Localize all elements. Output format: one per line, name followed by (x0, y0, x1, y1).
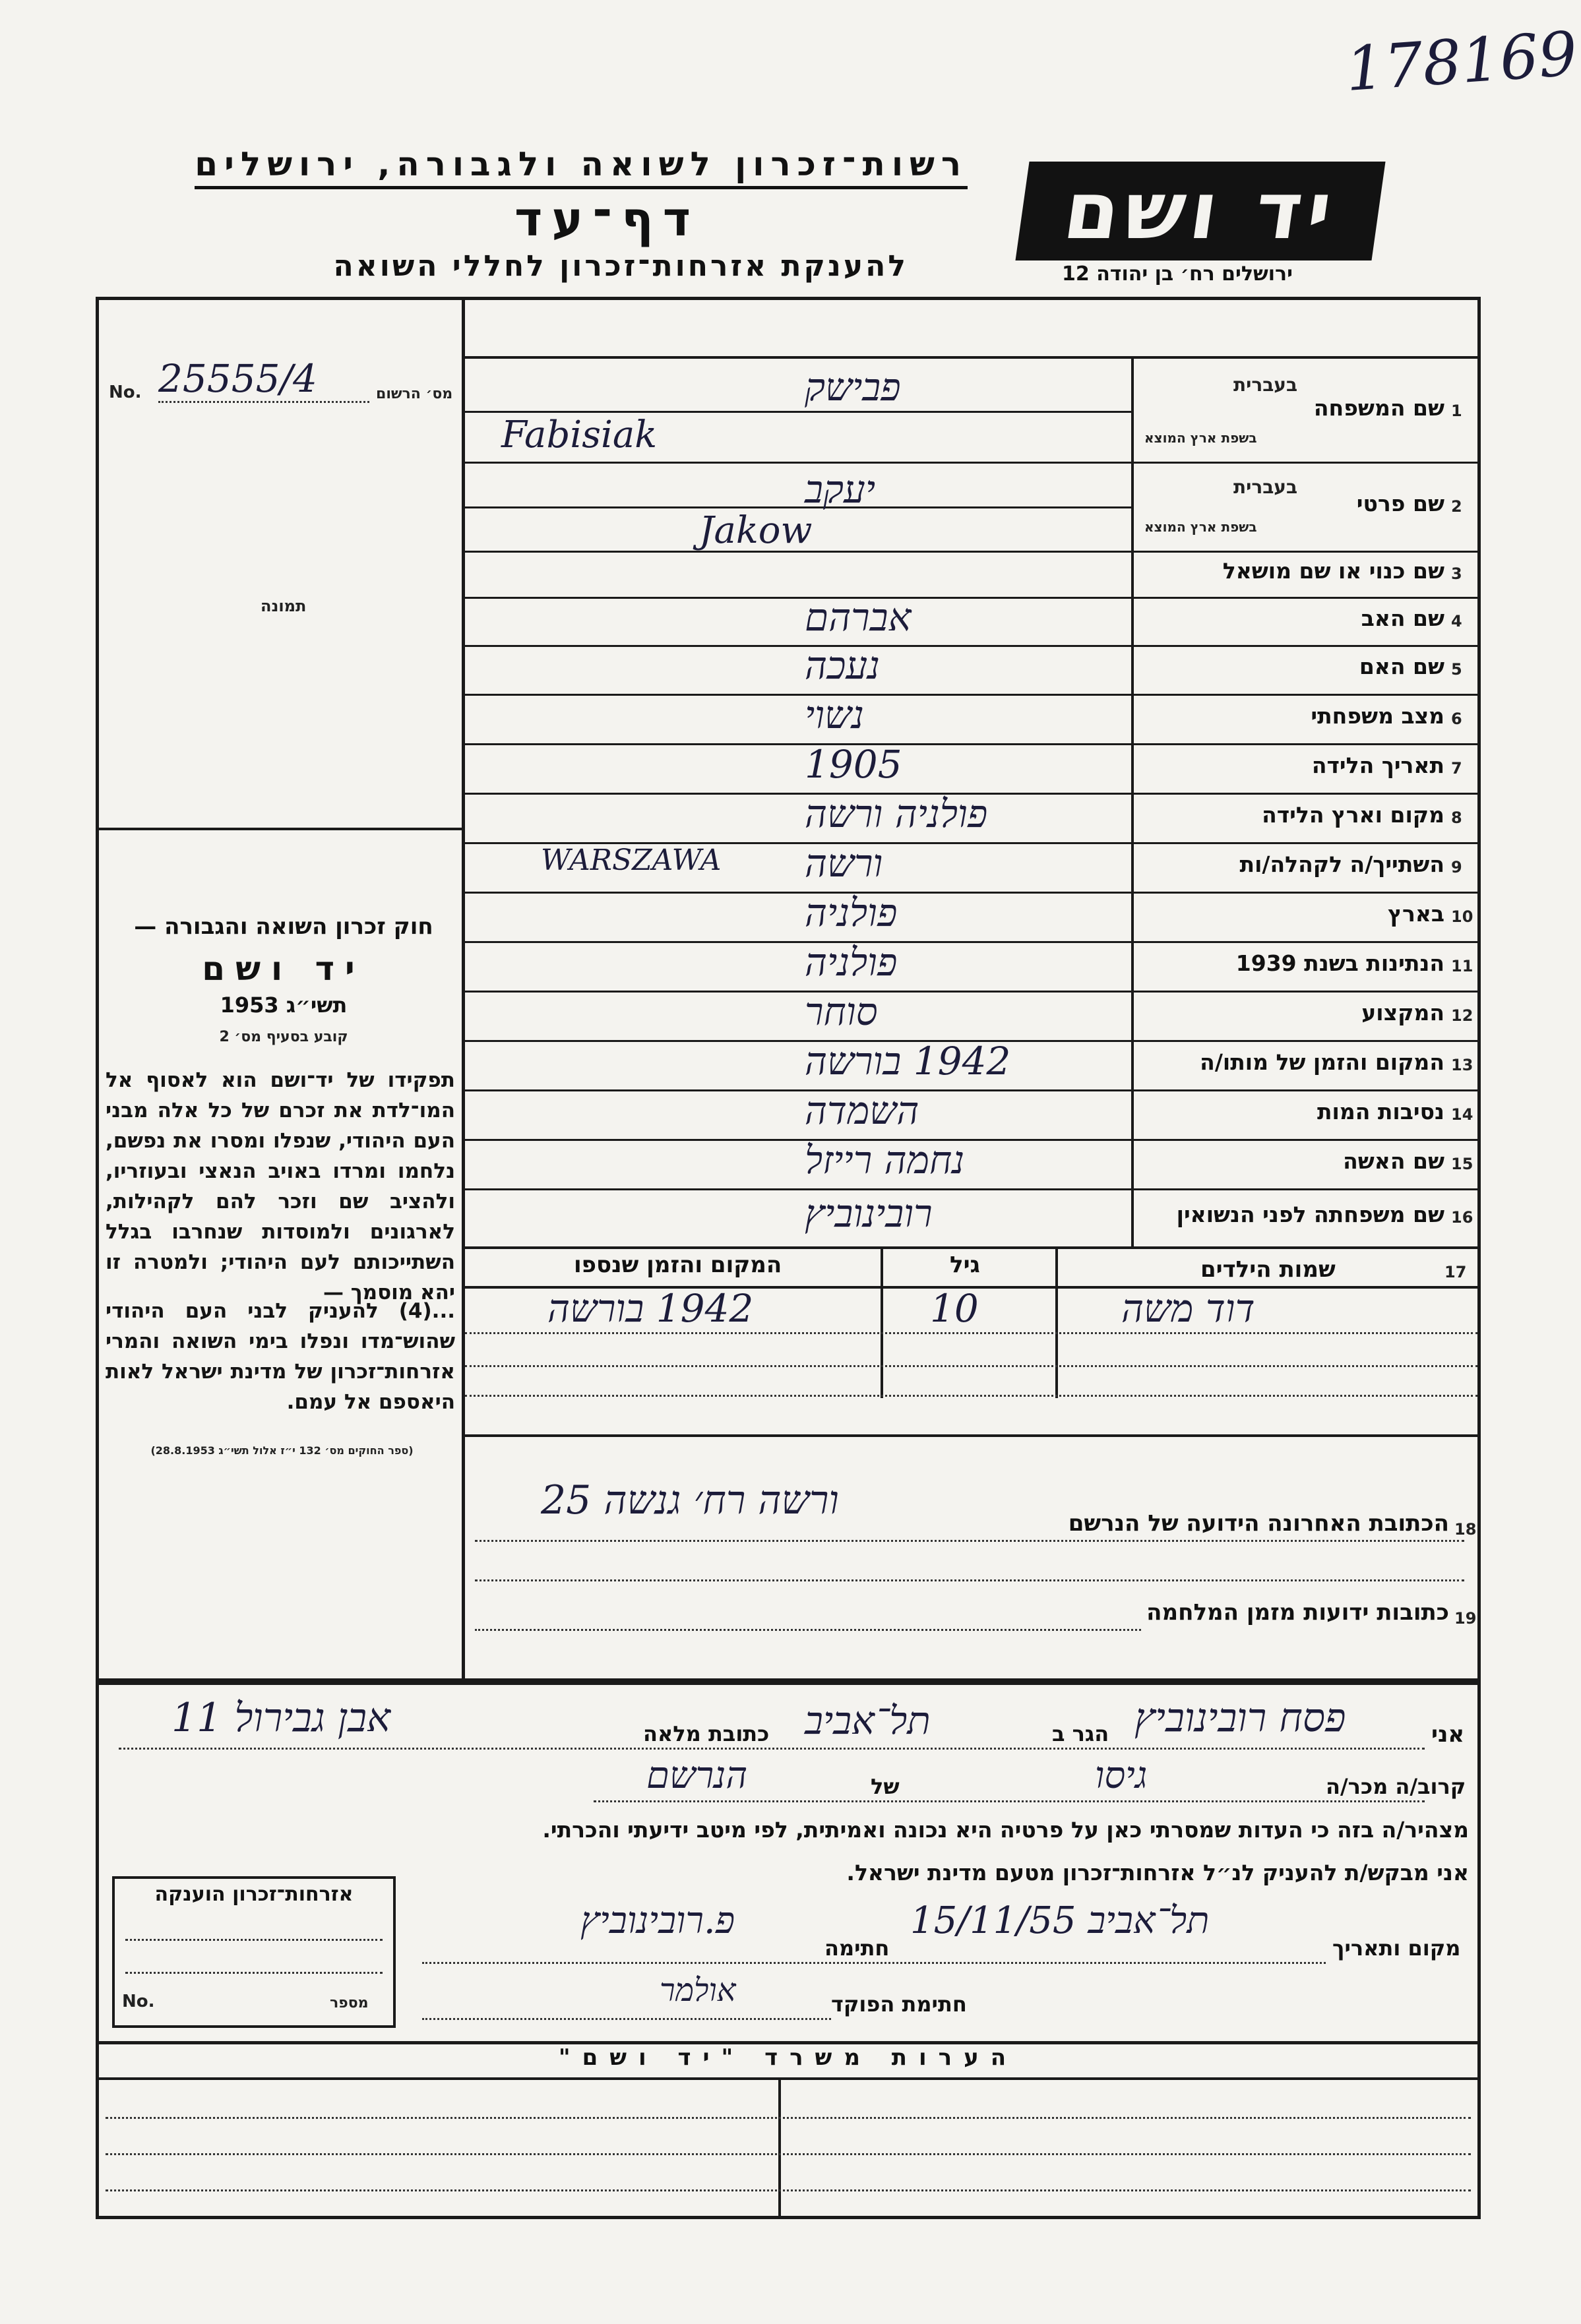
field-label: מקום וארץ הלידה (1262, 801, 1444, 828)
registration-number-value: 25555/4 (158, 356, 369, 403)
field-label: המקצוע (1361, 999, 1444, 1025)
children-section-number: 17 (1444, 1263, 1467, 1281)
main-form-frame (96, 297, 1481, 1682)
institution-name: רשות־זכרון לשואה ולגבורה, ירושלים (195, 145, 968, 189)
field-label: שם משפחתה לפני הנשואין (1176, 1202, 1444, 1227)
children-top-line (462, 1246, 1481, 1249)
field-row-separator (462, 551, 1481, 553)
field-label: שם האם (1359, 654, 1444, 679)
field-row-separator (462, 941, 1481, 943)
address-18-number: 18 (1454, 1520, 1477, 1539)
field-row-separator (462, 1188, 1481, 1190)
field-value: רובינוביץ (805, 1191, 933, 1236)
field-number: 12 (1451, 1006, 1473, 1025)
form-title: דף־עד (514, 191, 700, 247)
children-col-divider-1 (881, 1246, 883, 1398)
place-date-label: מקום ותאריך (1332, 1936, 1461, 1961)
field-label: המקום והזמן של מותו/ה (1200, 1049, 1444, 1075)
field-number: 9 (1451, 857, 1462, 876)
field-row-separator (462, 991, 1481, 993)
registration-no-label: No. (109, 382, 142, 402)
office-notes-title: הערות משרד "יד ושם" (558, 2044, 1018, 2071)
field-inner-divider (462, 411, 1131, 413)
field-label: שם האשה (1343, 1147, 1444, 1174)
office-notes-line-2 (106, 2153, 1471, 2155)
field-value: השמדה (805, 1087, 919, 1133)
stamp-line-2 (125, 1972, 383, 1974)
address-19-number: 19 (1454, 1609, 1477, 1628)
address-19-line (475, 1629, 1141, 1631)
office-notes-col-divider (778, 2077, 781, 2219)
address-18-line-2 (475, 1579, 1464, 1581)
address-18-value: ורשה רח׳ גנשה 25 (541, 1477, 839, 1523)
child-age: 10 (930, 1286, 979, 1331)
form-subtitle: להענקת אזרחות־זכרון לחללי השואה (333, 249, 908, 283)
declarant-of-value: הנרשם (646, 1754, 748, 1797)
field-number: 8 (1451, 808, 1462, 827)
field-number: 5 (1451, 660, 1462, 679)
field-label: נסיבות המות (1317, 1098, 1444, 1124)
field-number: 7 (1451, 758, 1462, 778)
place-date-line (422, 1962, 1326, 1964)
document-number: 178169 (1343, 18, 1580, 106)
officer-signature-line (422, 2018, 831, 2020)
field-sub-label-hebrew: בעברית (1233, 476, 1298, 498)
declarant-relation: גיסו (1095, 1754, 1148, 1797)
law-year: תשי״ג 1953 (220, 993, 348, 1018)
field-label: שם המשפחה (1313, 394, 1444, 421)
yad-vashem-logo: יד ושם (1015, 162, 1385, 260)
declarant-full-address-label: כתובת מלאה (643, 1721, 770, 1746)
field-value: נחמה רייזל (805, 1137, 965, 1182)
field-value-latin: Fabisiak (501, 413, 658, 456)
law-name: יד ושם (202, 950, 365, 988)
field-number: 16 (1451, 1208, 1473, 1227)
label-column-divider (1131, 356, 1134, 1246)
field-value: יעקב (805, 467, 876, 512)
field-value: אברהם (805, 594, 912, 640)
declarant-signature: פ.רובינוביץ (580, 1899, 735, 1942)
declarant-ani-label: אני (1431, 1721, 1465, 1748)
law-title: חוק זכרון השואה והגבורה — (134, 913, 433, 940)
field-row-separator (462, 694, 1481, 696)
field-number: 14 (1451, 1105, 1473, 1124)
law-clause: קובע בסעיף מס׳ 2 (219, 1029, 348, 1045)
children-row-line-3 (465, 1395, 1477, 1397)
field-value: פולניה (805, 939, 898, 985)
declarant-line-2 (594, 1800, 1425, 1802)
signature-label: חתימה (824, 1936, 890, 1961)
field-row-separator (462, 1089, 1481, 1091)
field-label: שם כנוי או שם מושאל (1222, 558, 1444, 584)
office-notes-header-line (96, 2077, 1481, 2080)
request-text: אני מבקש/ת להעניק לנ״ל אזרחות־זכרון מטעם מדינת ישראל. (846, 1860, 1469, 1885)
top-strip-line (462, 356, 1481, 359)
field-label: תאריך הלידה (1311, 752, 1444, 778)
officer-signature: אולמר (660, 1972, 736, 2009)
children-header-place: המקום והזמן שנספו (574, 1252, 782, 1278)
field-value-latin: WARSZAWA (541, 843, 722, 877)
stamp-box-title: אזרחות־זכרון הוענקה (154, 1883, 354, 1906)
field-number: 15 (1451, 1154, 1473, 1173)
field-value: 1905 (805, 741, 902, 787)
field-sub-label-hebrew: בעברית (1233, 374, 1298, 396)
field-number: 6 (1451, 709, 1462, 728)
field-value-latin: Jakow (699, 508, 813, 552)
stamp-line-1 (125, 1939, 383, 1941)
field-number: 4 (1451, 611, 1462, 630)
field-label: הנתינות בשנת 1939 (1235, 950, 1444, 976)
declaration-text: מצהיר/ה בזה כי העדות שמסרתי כאן על פרטיה היא נכונה ואמיתית, לפי מיטב ידיעתי והכרתי. (542, 1817, 1469, 1843)
field-value: סוחר (805, 989, 878, 1034)
address-19-label: כתובות ידועות מזמן המלחמה (1146, 1599, 1449, 1626)
field-row-separator (462, 645, 1481, 647)
declarant-hagar-label: הגר ב (1052, 1721, 1109, 1746)
field-row-separator (462, 743, 1481, 745)
field-label: מצב משפחתי (1311, 702, 1444, 729)
children-header-names: שמות הילדים (1200, 1256, 1336, 1283)
address-18-line (475, 1540, 1464, 1542)
place-date-value: תל־אביב 15/11/55 (910, 1899, 1210, 1942)
field-value: נשוי (805, 692, 864, 737)
left-column-divider (462, 297, 465, 1682)
law-text-1: תפקידו של יד־ושם הוא לאסוף אל המו־לדת את זכרם של כל אלה מבני העם היהודי, שנפלו ומסרו את נפשם, נלחמו ומרדו באויב הנאצי ובעוזריו, ולהציב שם וזכר להם לקהילות, לארגונים ולמוסדות שנחרבו בגלל השתייכותם לעם היהודי; ולמטרה זו יהא מוסמך — (106, 1068, 455, 1304)
office-notes-line-1 (106, 2117, 1471, 2119)
header-address: ירושלים רח׳ בן יהודה 12 (1062, 262, 1293, 286)
stamp-number-label: מספר (330, 1995, 369, 2011)
declarant-line-1 (119, 1748, 1425, 1750)
field-sub-label-origin: בשפת ארץ המוצא (1144, 519, 1257, 535)
field-number: 2 (1451, 497, 1462, 516)
field-value: פולניה (805, 890, 898, 935)
stamp-no-label: No. (122, 1992, 155, 2011)
field-value: 1942 בורשה (805, 1038, 1011, 1084)
office-notes-line-3 (106, 2189, 1471, 2191)
declarant-name: פסח רובינוביץ (1134, 1695, 1346, 1741)
declarant-relative-label: קרוב/ה מכר/ה (1326, 1774, 1466, 1799)
declarant-of-label: של (871, 1774, 900, 1799)
photo-label: תמונה (261, 597, 307, 615)
field-row-separator (462, 597, 1481, 599)
field-value: פולניה ורשה (805, 791, 988, 836)
field-value: נעכה (805, 643, 881, 688)
children-header-age: גיל (950, 1252, 980, 1278)
field-value: ורשה (805, 840, 883, 886)
field-label: בארץ (1388, 900, 1444, 927)
field-label: שם פרטי (1356, 490, 1444, 516)
child-name: דוד משה (1121, 1286, 1255, 1331)
declarant-full-address: אבן גבירול 11 (171, 1695, 391, 1741)
officer-signature-label: חתימת הפוקד (831, 1992, 967, 2017)
field-label: שם האב (1361, 605, 1444, 631)
law-text-2: ...(4) להעניק לבני העם היהודי שהוש־מדו ונפלו בימי השואה והמרי אזרחות־זכרון של מדינת ישראל לאות היאספם אל עמם. (106, 1299, 455, 1414)
field-label: השתייך/ה לקהלה/ות (1239, 851, 1444, 877)
field-value: פבישק (805, 365, 901, 410)
declarant-city: תל־אביב (805, 1698, 931, 1743)
law-citation: (ספר החוקים מס׳ 132 י״ז אלול תשי״ג 28.8.1953) (150, 1444, 414, 1457)
children-row-line-2 (465, 1365, 1477, 1367)
photo-area-separator (96, 828, 465, 830)
field-number: 11 (1451, 956, 1473, 975)
field-row-separator (462, 462, 1481, 464)
children-col-divider-2 (1055, 1246, 1058, 1398)
field-row-separator (462, 892, 1481, 894)
address-18-label: הכתובת האחרונה הידועה של הנרשם (1068, 1510, 1449, 1537)
address-section-top-line (462, 1434, 1481, 1437)
field-number: 1 (1451, 401, 1462, 420)
child-death-place: 1942 בורשה (547, 1286, 754, 1331)
field-number: 13 (1451, 1055, 1473, 1074)
children-row-line-1 (465, 1332, 1477, 1334)
field-number: 3 (1451, 565, 1462, 583)
field-inner-divider (462, 506, 1131, 508)
field-sub-label-origin: בשפת ארץ המוצא (1144, 430, 1257, 446)
field-row-separator (462, 1139, 1481, 1141)
registration-number-label: מס׳ הרשום (376, 386, 453, 402)
field-number: 10 (1451, 907, 1473, 926)
